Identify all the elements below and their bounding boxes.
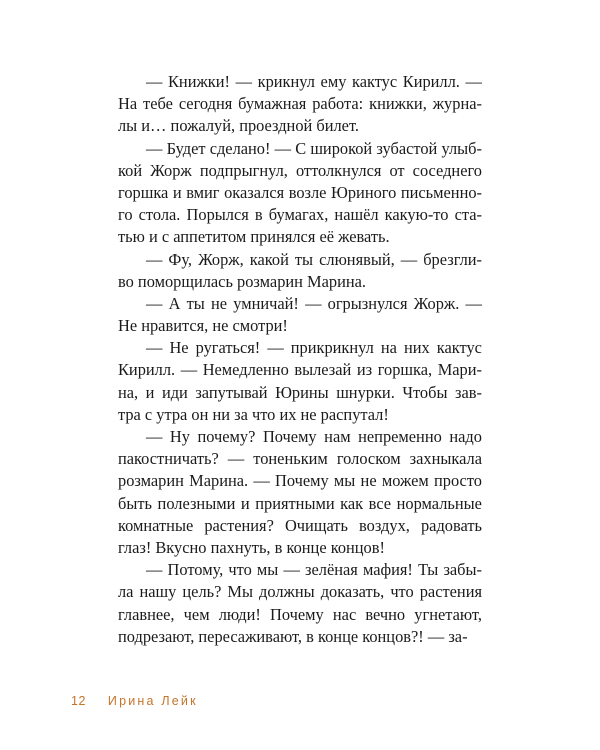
text-line: — Потому, что мы — зелёная мафия! Ты забы- (146, 560, 482, 580)
text-line: тра с утра он ни за что их не распутал! (118, 404, 389, 424)
text-line: розмарин Марина. — Почему мы не можем просто (118, 471, 482, 491)
text-line: пакостничать? — тоненьким голоском захныкала (118, 449, 482, 469)
text-line: глаз! Вкусно пахнуть, в конце концов! (118, 537, 385, 557)
text-line: — Ну почему? Почему нам непременно надо (146, 427, 482, 446)
text-line: кой Жорж подпрыгнул, оттолкнулся от соседнего (118, 160, 482, 180)
page-number: 12 (71, 694, 86, 708)
text-line: — Книжки! — крикнул ему кактус Кирилл. — (146, 72, 482, 91)
text-line: на, и иди запутывай Юрины шнурки. Чтобы зав- (118, 382, 482, 402)
text-line: комнатные растения? Очищать воздух, радовать (118, 515, 482, 535)
text-line: — Фу, Жорж, какой ты слюнявый, — брезгли- (146, 249, 482, 269)
text-line: — Не ругаться! — прикрикнул на них кактус (146, 338, 482, 358)
running-footer (71, 694, 198, 708)
author-name: Ирина Лейк (107, 694, 198, 708)
text-line: На тебе сегодня бумажная работа: книжки, журна- (118, 94, 482, 114)
text-line: го стола. Порылся в бумагах, нашёл какую-то ста- (118, 205, 482, 225)
text-line: горшка и вмиг оказался возле Юриного письменно- (118, 182, 482, 202)
text-line: ла нашу цель? Мы должны доказать, что растения (118, 582, 482, 602)
text-line: Кирилл. — Немедленно вылезай из горшка, Мари- (118, 360, 482, 380)
text-line: во поморщилась розмарин Марина. (118, 271, 366, 291)
text-line: главнее, чем люди! Почему нас вечно угнетают, (118, 604, 482, 624)
text-line: — Будет сделано! — С широкой зубастой улыб- (146, 138, 482, 158)
text-line: тью и с аппетитом принялся её жевать. (118, 227, 390, 247)
text-line: подрезают, пересаживают, в конце концов?! — за- (118, 626, 468, 646)
text-line: лы и… пожалуй, проездной билет. (118, 116, 359, 136)
text-line: Не нравится, не смотри! (118, 316, 288, 336)
text-line: быть полезными и приятными как все нормальные (118, 493, 482, 513)
text-line: — А ты не умничай! — огрызнулся Жорж. — (146, 293, 482, 313)
body-text (118, 71, 482, 648)
